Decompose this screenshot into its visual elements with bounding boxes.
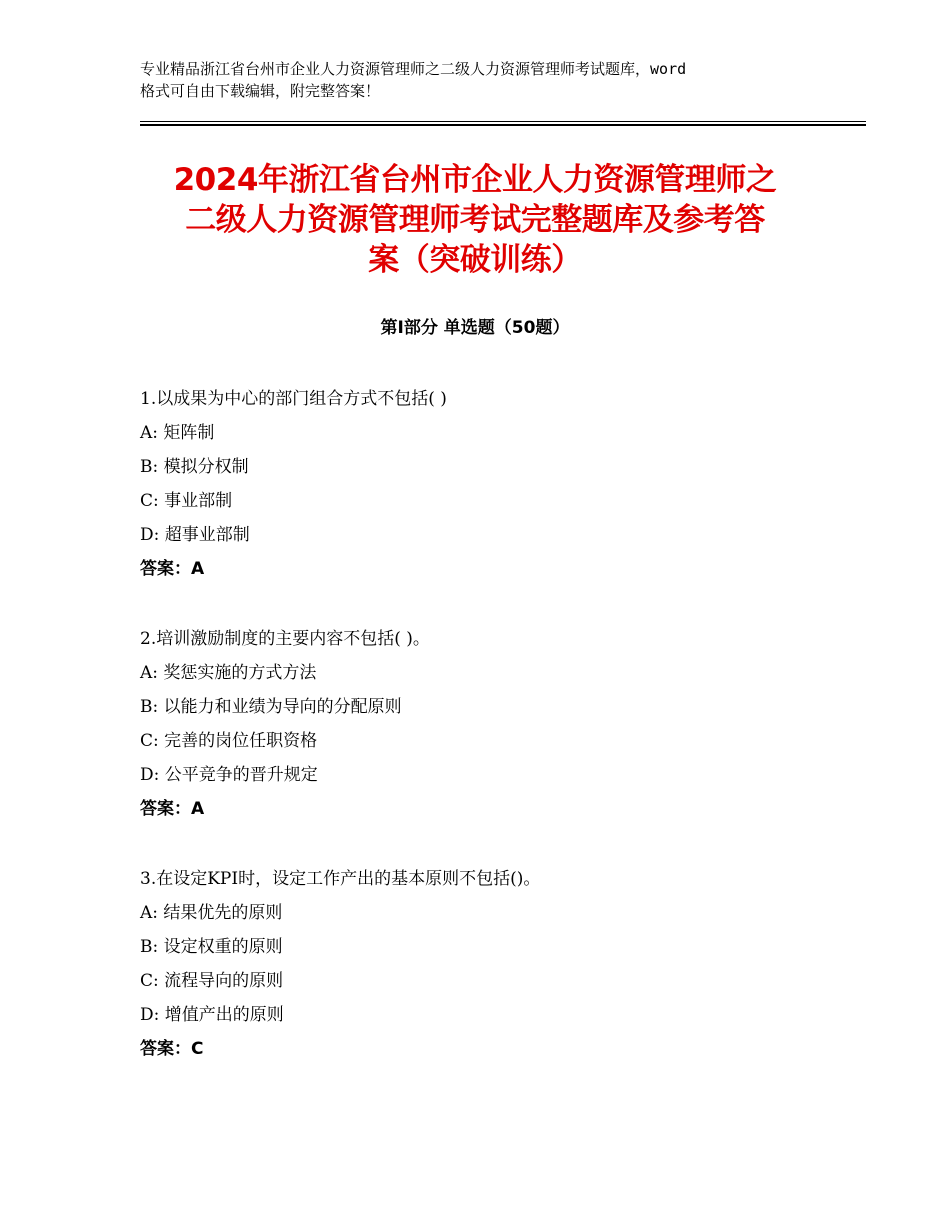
answer: 答案：A: [140, 799, 205, 819]
document-title: [140, 160, 810, 280]
header-note: [140, 58, 840, 102]
question-stem: 3.在设定KPI时，设定工作产出的基本原则不包括()。: [140, 869, 541, 889]
answer: 答案：C: [140, 1039, 204, 1059]
option-c: C: 流程导向的原则: [140, 971, 284, 991]
option-a: A: 奖惩实施的方式方法: [140, 663, 317, 683]
option-c: C: 完善的岗位任职资格: [140, 731, 318, 751]
header-note-line-2: 格式可自由下载编辑，附完整答案！: [140, 82, 381, 100]
option-b: B: 设定权重的原则: [140, 937, 283, 957]
question-stem: 1.以成果为中心的部门组合方式不包括( ): [140, 389, 447, 409]
option-b: B: 以能力和业绩为导向的分配原则: [140, 697, 402, 717]
header-divider-thick: [140, 124, 866, 126]
section-title: 第Ⅰ部分 单选题（50题）: [380, 318, 570, 338]
answer: 答案：A: [140, 559, 205, 579]
document-title-line-3: 案（突破训练）: [368, 242, 582, 278]
header-divider-thin: [140, 121, 866, 122]
option-c: C: 事业部制: [140, 491, 233, 511]
question-stem: 2.培训激励制度的主要内容不包括( )。: [140, 629, 430, 649]
option-a: A: 矩阵制: [140, 423, 215, 443]
option-d: D: 公平竞争的晋升规定: [140, 765, 318, 785]
header-note-line-1: 专业精品浙江省台州市企业人力资源管理师之二级人力资源管理师考试题库，word: [140, 60, 687, 78]
option-b: B: 模拟分权制: [140, 457, 249, 477]
question-2: [140, 622, 840, 826]
option-a: A: 结果优先的原则: [140, 903, 283, 923]
option-d: D: 超事业部制: [140, 525, 250, 545]
question-list: [140, 382, 840, 1102]
question-1: [140, 382, 840, 586]
document-title-line-2: 二级人力资源管理师考试完整题库及参考答: [185, 202, 765, 238]
option-d: D: 增值产出的原则: [140, 1005, 284, 1025]
document-title-line-1: 2024年浙江省台州市企业人力资源管理师之: [173, 162, 777, 198]
question-3: [140, 862, 840, 1066]
